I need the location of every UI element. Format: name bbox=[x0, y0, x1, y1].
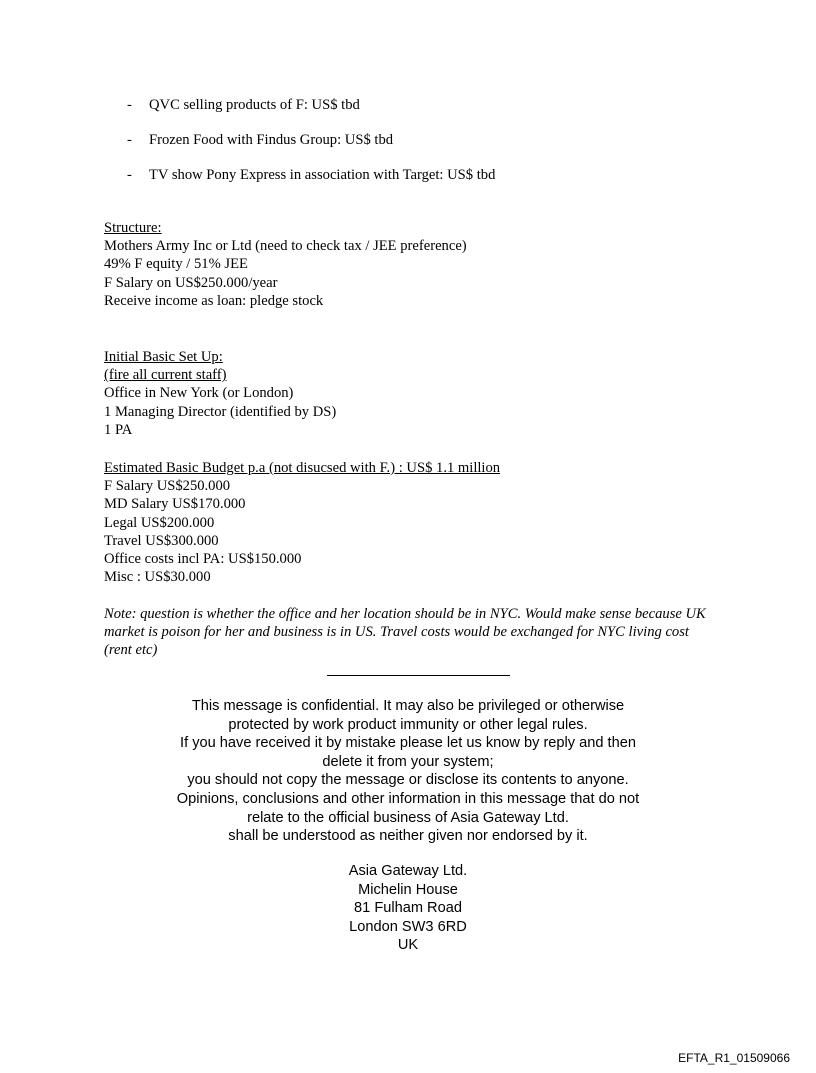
setup-section bbox=[104, 348, 336, 439]
document-id: EFTA_R1_01509066 bbox=[678, 1051, 790, 1065]
company-address bbox=[100, 862, 716, 955]
disclaimer-line: relate to the official business of Asia Gateway Ltd. bbox=[247, 809, 569, 826]
address-line: London SW3 6RD bbox=[349, 918, 467, 935]
disclaimer-line: shall be understood as neither given nor endorsed by it. bbox=[228, 828, 588, 845]
disclaimer-line: you should not copy the message or disclose its contents to anyone. bbox=[187, 772, 629, 789]
disclaimer-line: Opinions, conclusions and other information in this message that do not bbox=[176, 790, 640, 807]
budget-line: Misc : US$30.000 bbox=[104, 569, 211, 586]
address-line: Michelin House bbox=[358, 881, 458, 898]
setup-line: Office in New York (or London) bbox=[104, 385, 294, 402]
budget-line: MD Salary US$170.000 bbox=[104, 496, 246, 513]
structure-section bbox=[104, 219, 467, 310]
budget-section bbox=[104, 459, 500, 586]
confidentiality-disclaimer bbox=[100, 697, 716, 846]
bullet-item: - TV show Pony Express in association with Target: US$ tbd bbox=[127, 167, 496, 183]
setup-heading: Initial Basic Set Up: bbox=[104, 349, 223, 365]
bullet-item: - QVC selling products of F: US$ tbd bbox=[127, 97, 360, 113]
structure-line: 49% F equity / 51% JEE bbox=[104, 256, 248, 273]
bullet-list bbox=[127, 96, 495, 201]
address-line: UK bbox=[397, 937, 419, 954]
structure-line: Mothers Army Inc or Ltd (need to check tax / JEE preference) bbox=[104, 238, 467, 255]
structure-heading: Structure: bbox=[104, 220, 162, 236]
setup-line: 1 PA bbox=[104, 421, 133, 438]
budget-line: Travel US$300.000 bbox=[104, 532, 219, 549]
note-paragraph: Note: question is whether the office and her location should be in NYC. Would make sense because UK market is poison for her and business is in US. Travel costs would be exchanged for NYC living cost (rent etc) bbox=[104, 606, 706, 659]
budget-line: Office costs incl PA: US$150.000 bbox=[104, 551, 302, 568]
setup-subheading: (fire all current staff) bbox=[104, 367, 227, 384]
setup-line: 1 Managing Director (identified by DS) bbox=[104, 403, 337, 420]
address-line: 81 Fulham Road bbox=[354, 900, 462, 917]
disclaimer-line: This message is confidential. It may also be privileged or otherwise bbox=[191, 698, 625, 714]
structure-line: F Salary on US$250.000/year bbox=[104, 274, 278, 291]
budget-line: F Salary US$250.000 bbox=[104, 478, 231, 495]
bullet-item: - Frozen Food with Findus Group: US$ tbd bbox=[127, 132, 394, 148]
disclaimer-line: protected by work product immunity or other legal rules. bbox=[228, 716, 588, 733]
structure-line: Receive income as loan: pledge stock bbox=[104, 292, 324, 309]
budget-heading: Estimated Basic Budget p.a (not disucsed with F.) : US$ 1.1 million bbox=[104, 460, 501, 476]
budget-line: Legal US$200.000 bbox=[104, 514, 215, 531]
separator-line bbox=[327, 675, 510, 676]
disclaimer-line: If you have received it by mistake please let us know by reply and then bbox=[180, 735, 636, 752]
address-line: Asia Gateway Ltd. bbox=[348, 863, 468, 879]
disclaimer-line: delete it from your system; bbox=[322, 753, 494, 770]
